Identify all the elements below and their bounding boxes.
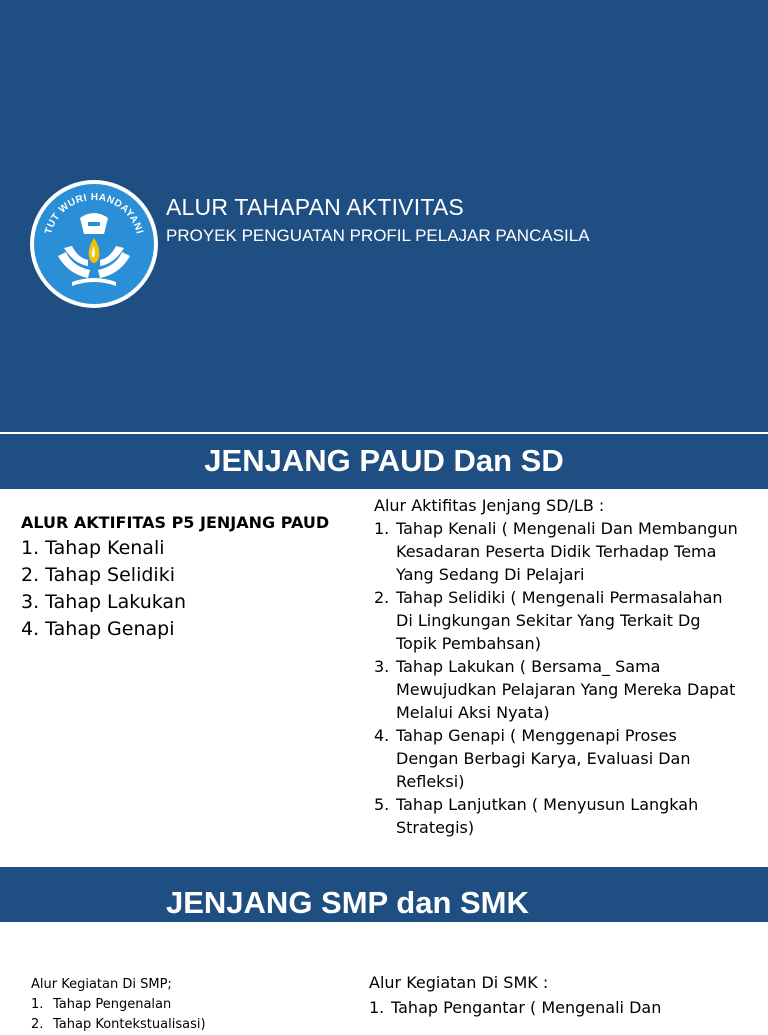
smp-block [31, 975, 331, 1032]
hero-subtitle: PROYEK PENGUATAN PROFIL PELAJAR PANCASILA [166, 226, 590, 245]
list-item: 1. Tahap Kenali ( Mengenali Dan Membangun Kesadaran Peserta Didik Terhadap Tema Yang Sedang Di Pelajari [374, 519, 738, 584]
list-item: 1. Tahap Kenali [21, 537, 165, 559]
list-item: 2. Tahap Selidiki ( Mengenali Permasalahan Di Lingkungan Sekitar Yang Terkait Dg Topik Pembahsan) [374, 588, 723, 653]
sd-list [374, 517, 744, 839]
paud-block [21, 513, 356, 643]
list-item: 1. Tahap Pengantar ( Mengenali Dan [369, 998, 662, 1017]
svg-text:TUT WURI HANDAYANI: TUT WURI HANDAYANI [43, 191, 145, 236]
list-item: 2. Tahap Selidiki [21, 564, 175, 586]
smp-list [31, 995, 331, 1035]
hero-title: ALUR TAHAPAN AKTIVITAS [166, 194, 464, 220]
section-band-paud-sd: JENJANG PAUD Dan SD [0, 434, 768, 489]
list-item: 3. Tahap Lakukan ( Bersama_ Sama Mewujudkan Pelajaran Yang Mereka Dapat Melalui Aksi Nyata) [374, 657, 736, 722]
list-item: 1. Tahap Pengenalan [31, 997, 172, 1012]
list-item: 2. Tahap Kontekstualisasi) [31, 1017, 206, 1032]
smk-list [369, 995, 749, 1020]
tut-wuri-handayani-logo [28, 178, 160, 310]
hero-slide [0, 0, 768, 432]
paud-list [21, 535, 356, 643]
list-item: 3. Tahap Lakukan [21, 591, 187, 613]
section-band-smp-smk: JENJANG SMP dan SMK [0, 867, 768, 922]
sd-block [374, 494, 744, 839]
list-item: 4. Tahap Genapi [21, 618, 175, 640]
sd-heading: Alur Aktifitas Jenjang SD/LB : [374, 496, 605, 515]
list-item: 4. Tahap Genapi ( Menggenapi Proses Dengan Berbagi Karya, Evaluasi Dan Refleksi) [374, 726, 691, 791]
paud-heading: ALUR AKTIFITAS P5 JENJANG PAUD [21, 513, 330, 532]
smk-heading: Alur Kegiatan Di SMK : [369, 973, 549, 992]
smp-heading: Alur Kegiatan Di SMP; [31, 977, 172, 992]
list-item: 5. Tahap Lanjutkan ( Menyusun Langkah Strategis) [374, 795, 699, 837]
smk-block [369, 970, 749, 1024]
